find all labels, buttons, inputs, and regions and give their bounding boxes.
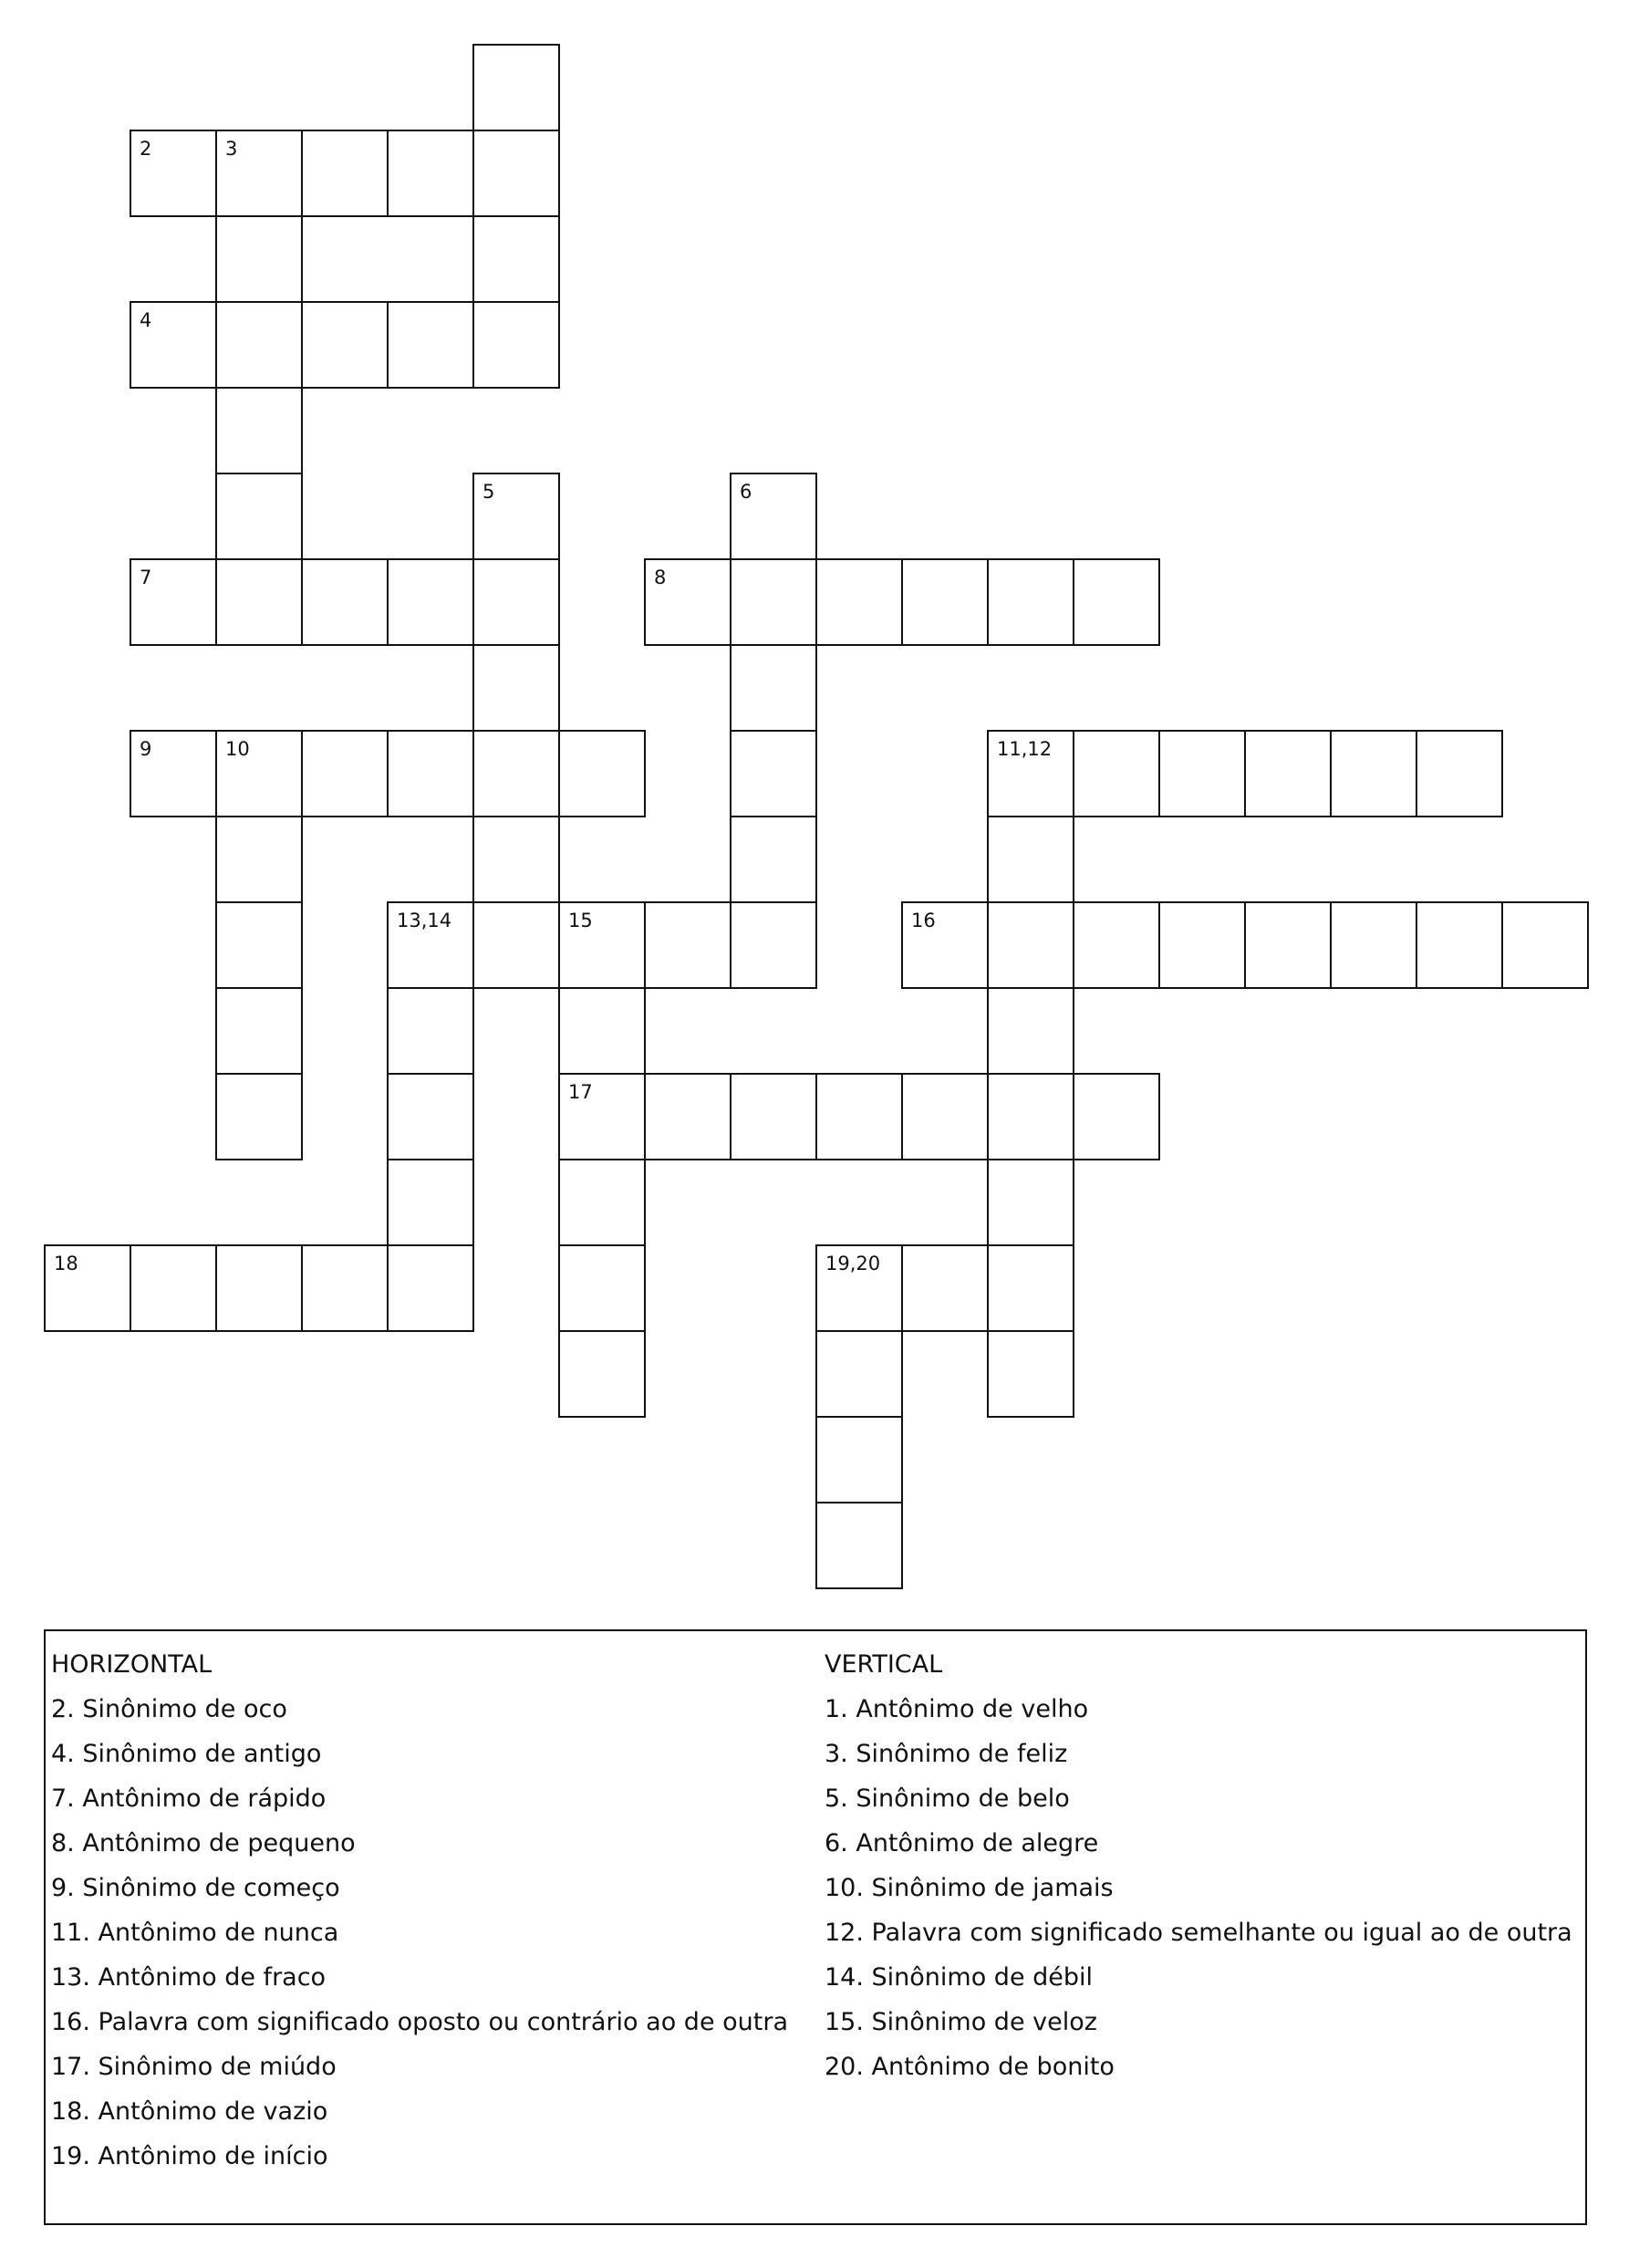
crossword-cell[interactable] — [1416, 901, 1503, 989]
crossword-cell-numbered[interactable] — [472, 473, 560, 560]
clue-number: 9 — [140, 738, 152, 760]
clue-number: 17 — [568, 1081, 593, 1103]
clue-vertical-5: 5. Sinônimo de belo — [825, 1784, 1070, 1813]
crossword-cell[interactable] — [558, 1330, 646, 1418]
crossword-cell[interactable] — [730, 1073, 817, 1160]
crossword-cell[interactable] — [815, 1330, 903, 1418]
crossword-cell[interactable] — [301, 301, 389, 389]
crossword-cell[interactable] — [301, 730, 389, 817]
crossword-cell[interactable] — [1158, 730, 1246, 817]
crossword-cell[interactable] — [472, 558, 560, 646]
crossword-cell-numbered[interactable] — [901, 901, 989, 989]
crossword-cell[interactable] — [301, 558, 389, 646]
crossword-cell[interactable] — [215, 816, 303, 903]
crossword-cell-numbered[interactable] — [130, 301, 217, 389]
clues-box — [44, 1629, 1587, 2225]
crossword-cell[interactable] — [558, 1244, 646, 1332]
horizontal-heading: HORIZONTAL — [51, 1650, 213, 1679]
crossword-cell[interactable] — [387, 1073, 474, 1160]
crossword-cell[interactable] — [644, 901, 731, 989]
crossword-cell[interactable] — [472, 730, 560, 817]
crossword-cell[interactable] — [215, 901, 303, 989]
crossword-cell[interactable] — [558, 1159, 646, 1246]
crossword-cell-numbered[interactable] — [558, 1073, 646, 1160]
crossword-cell[interactable] — [1073, 730, 1160, 817]
crossword-cell-numbered[interactable] — [130, 730, 217, 817]
clue-number: 4 — [140, 309, 152, 331]
clue-number: 6 — [740, 481, 752, 503]
crossword-cell[interactable] — [387, 130, 474, 217]
crossword-cell[interactable] — [901, 1073, 989, 1160]
vertical-clues — [825, 1642, 1572, 2089]
clue-horizontal-17: 17. Sinônimo de miúdo — [51, 2053, 337, 2081]
crossword-cell[interactable] — [987, 816, 1074, 903]
crossword-cell[interactable] — [1073, 901, 1160, 989]
clue-vertical-10: 10. Sinônimo de jamais — [825, 1874, 1114, 1902]
crossword-cell-numbered[interactable] — [815, 1244, 903, 1332]
clue-number: 19,20 — [825, 1253, 881, 1274]
crossword-cell[interactable] — [301, 130, 389, 217]
crossword-cell[interactable] — [815, 1073, 903, 1160]
crossword-cell[interactable] — [387, 558, 474, 646]
crossword-cell[interactable] — [472, 44, 560, 131]
crossword-cell[interactable] — [1244, 730, 1332, 817]
crossword-cell[interactable] — [730, 730, 817, 817]
clue-horizontal-16: 16. Palavra com significado oposto ou contrário ao de outra — [51, 2008, 788, 2036]
crossword-cell[interactable] — [472, 215, 560, 303]
crossword-cell[interactable] — [730, 644, 817, 732]
crossword-cell[interactable] — [815, 1502, 903, 1589]
crossword-cell[interactable] — [558, 987, 646, 1075]
clue-number: 10 — [225, 738, 250, 760]
crossword-cell[interactable] — [215, 473, 303, 560]
crossword-cell-numbered[interactable] — [387, 901, 474, 989]
crossword-cell[interactable] — [987, 987, 1074, 1075]
crossword-cell[interactable] — [987, 901, 1074, 989]
clue-number: 5 — [482, 481, 495, 503]
crossword-cell[interactable] — [730, 901, 817, 989]
crossword-cell-numbered[interactable] — [130, 130, 217, 217]
crossword-cell[interactable] — [387, 301, 474, 389]
crossword-cell-numbered[interactable] — [44, 1244, 131, 1332]
clue-number: 18 — [54, 1253, 78, 1274]
crossword-cell[interactable] — [472, 301, 560, 389]
clue-horizontal-19: 19. Antônimo de início — [51, 2142, 328, 2170]
clue-vertical-3: 3. Sinônimo de feliz — [825, 1740, 1068, 1768]
clue-horizontal-9: 9. Sinônimo de começo — [51, 1874, 340, 1902]
crossword-cell[interactable] — [644, 1073, 731, 1160]
clue-vertical-12: 12. Palavra com significado semelhante ou igual ao de outra — [825, 1919, 1572, 1947]
crossword-cell[interactable] — [815, 1416, 903, 1503]
crossword-cell[interactable] — [1158, 901, 1246, 989]
crossword-cell-numbered[interactable] — [730, 473, 817, 560]
clue-vertical-15: 15. Sinônimo de veloz — [825, 2008, 1097, 2036]
crossword-cell[interactable] — [387, 730, 474, 817]
crossword-cell-numbered[interactable] — [215, 130, 303, 217]
crossword-cell[interactable] — [215, 1073, 303, 1160]
crossword-cell-numbered[interactable] — [987, 730, 1074, 817]
crossword-cell[interactable] — [1416, 730, 1503, 817]
crossword-cell[interactable] — [815, 558, 903, 646]
crossword-cell[interactable] — [215, 387, 303, 474]
clue-vertical-6: 6. Antônimo de alegre — [825, 1829, 1099, 1857]
clue-number: 8 — [654, 567, 667, 588]
clue-vertical-14: 14. Sinônimo de débil — [825, 1963, 1094, 1992]
horizontal-clues — [51, 1642, 788, 2179]
clue-horizontal-4: 4. Sinônimo de antigo — [51, 1740, 322, 1768]
crossword-cell[interactable] — [730, 816, 817, 903]
crossword-cell[interactable] — [1073, 558, 1160, 646]
crossword-cell[interactable] — [987, 1159, 1074, 1246]
crossword-cell[interactable] — [472, 130, 560, 217]
crossword-cell[interactable] — [215, 301, 303, 389]
crossword-cell[interactable] — [1330, 901, 1417, 989]
crossword-cell[interactable] — [730, 558, 817, 646]
crossword-cell[interactable] — [472, 644, 560, 732]
clue-horizontal-18: 18. Antônimo de vazio — [51, 2097, 328, 2126]
crossword-cell[interactable] — [987, 1073, 1074, 1160]
clue-horizontal-13: 13. Antônimo de fraco — [51, 1963, 327, 1992]
crossword-cell[interactable] — [301, 1244, 389, 1332]
clue-horizontal-2: 2. Sinônimo de oco — [51, 1695, 287, 1723]
crossword-cell[interactable] — [1330, 730, 1417, 817]
clue-number: 3 — [225, 138, 238, 160]
crossword-cell[interactable] — [901, 1244, 989, 1332]
clue-number: 16 — [911, 910, 936, 931]
clue-horizontal-7: 7. Antônimo de rápido — [51, 1784, 327, 1813]
clue-horizontal-11: 11. Antônimo de nunca — [51, 1919, 339, 1947]
crossword-cell[interactable] — [901, 558, 989, 646]
clue-number: 13,14 — [397, 910, 452, 931]
crossword-cell-numbered[interactable] — [644, 558, 731, 646]
crossword-cell[interactable] — [987, 558, 1074, 646]
crossword-cell[interactable] — [387, 1159, 474, 1246]
crossword-cell[interactable] — [1501, 901, 1589, 989]
crossword-cell[interactable] — [1073, 1073, 1160, 1160]
crossword-cell[interactable] — [387, 1244, 474, 1332]
clue-number: 15 — [568, 910, 593, 931]
crossword-cell[interactable] — [215, 1244, 303, 1332]
crossword-cell[interactable] — [387, 987, 474, 1075]
crossword-cell[interactable] — [472, 901, 560, 989]
crossword-cell-numbered[interactable] — [558, 901, 646, 989]
crossword-cell[interactable] — [987, 1330, 1074, 1418]
crossword-cell[interactable] — [215, 987, 303, 1075]
vertical-heading: VERTICAL — [825, 1650, 943, 1679]
crossword-cell[interactable] — [1244, 901, 1332, 989]
clue-number: 2 — [140, 138, 152, 160]
crossword-cell-numbered[interactable] — [130, 558, 217, 646]
crossword-cell[interactable] — [472, 816, 560, 903]
crossword-cell[interactable] — [130, 1244, 217, 1332]
clue-number: 11,12 — [997, 738, 1053, 760]
clue-vertical-1: 1. Antônimo de velho — [825, 1695, 1089, 1723]
crossword-cell[interactable] — [558, 730, 646, 817]
clue-number: 7 — [140, 567, 152, 588]
crossword-cell[interactable] — [987, 1244, 1074, 1332]
clue-vertical-20: 20. Antônimo de bonito — [825, 2053, 1115, 2081]
crossword-cell[interactable] — [215, 558, 303, 646]
crossword-cell[interactable] — [215, 215, 303, 303]
crossword-cell-numbered[interactable] — [215, 730, 303, 817]
clue-horizontal-8: 8. Antônimo de pequeno — [51, 1829, 356, 1857]
